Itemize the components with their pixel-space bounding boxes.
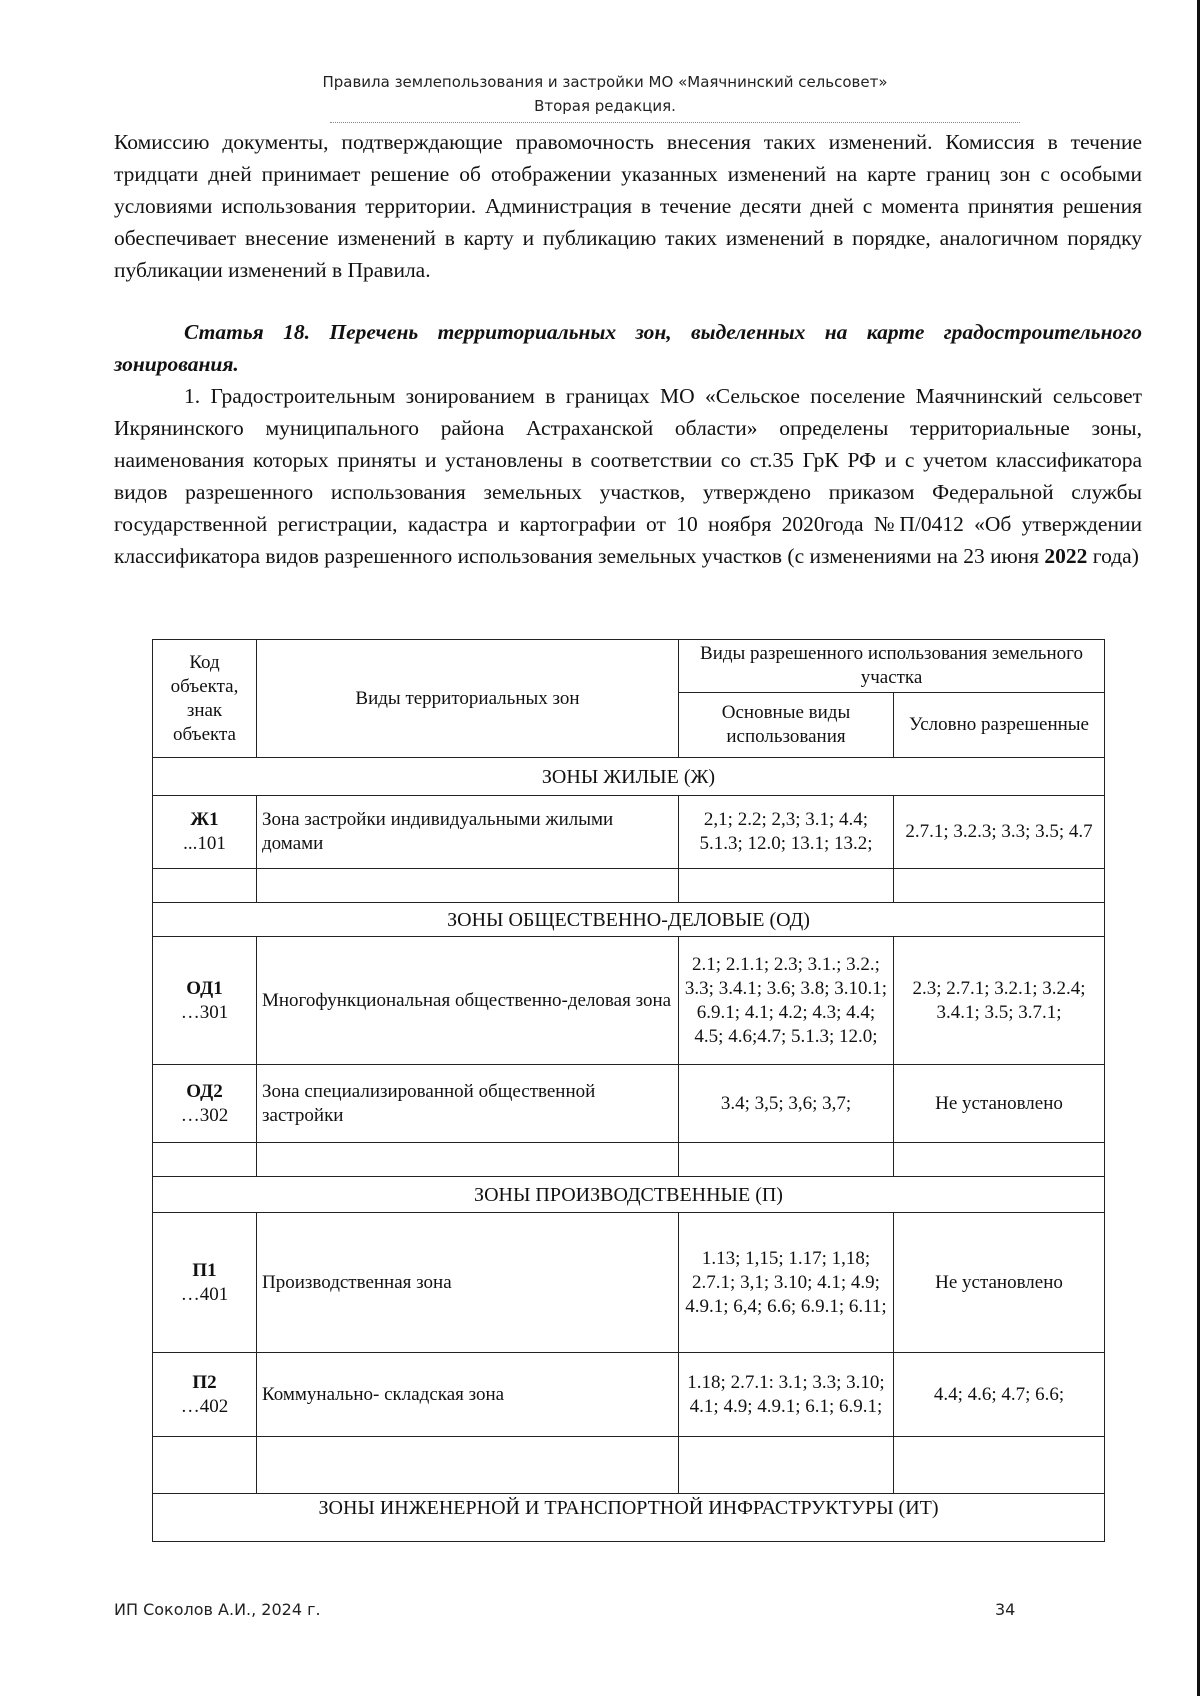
zone-name: Зона застройки индивидуальными жилыми домами <box>257 796 679 869</box>
section-title: ЗОНЫ ОБЩЕСТВЕННО-ДЕЛОВЫЕ (ОД) <box>153 903 1105 937</box>
table-row <box>153 1213 1105 1353</box>
zone-code-cell <box>153 1213 257 1353</box>
header-edition: Вторая редакция. <box>534 97 676 115</box>
zone-sign: …302 <box>180 1104 229 1126</box>
zone-code-cell <box>153 1065 257 1143</box>
section-row-industrial <box>153 1177 1105 1213</box>
conditional-uses: 2.3; 2.7.1; 3.2.1; 3.2.4; 3.4.1; 3.5; 3.7.1; <box>894 937 1105 1065</box>
section-title: ЗОНЫ ИНЖЕНЕРНОЙ И ТРАНСПОРТНОЙ ИНФРАСТРУКТУРЫ (ИТ) <box>153 1494 1105 1542</box>
header-conditional-uses: Условно разрешенные <box>894 693 1105 758</box>
conditional-uses: Не установлено <box>894 1065 1105 1143</box>
zone-code: Ж1 <box>190 809 219 830</box>
main-uses: 1.18; 2.7.1: 3.1; 3.3; 3.10; 4.1; 4.9; 4.9.1; 6.1; 6.9.1; <box>679 1353 894 1437</box>
header-permitted-uses: Виды разрешенного использования земельного участка <box>679 640 1105 693</box>
zone-code: П1 <box>192 1259 217 1281</box>
zone-code-cell <box>153 796 257 869</box>
table-row <box>153 1353 1105 1437</box>
zone-name: Зона специализированной общественной застройки <box>257 1065 679 1143</box>
header-divider <box>330 122 1020 123</box>
conditional-uses: Не установлено <box>894 1213 1105 1353</box>
zone-code-cell <box>153 1353 257 1437</box>
zone-name: Многофункциональная общественно-деловая зона <box>257 937 679 1065</box>
zone-name: Производственная зона <box>257 1213 679 1353</box>
conditional-uses: 4.4; 4.6; 4.7; 6.6; <box>894 1353 1105 1437</box>
zone-sign: …401 <box>180 1283 229 1305</box>
paragraph-year: 2022 <box>1044 544 1088 568</box>
empty-row <box>153 1437 1105 1494</box>
zones-table <box>152 639 1105 1542</box>
paragraph-text: 1. Градостроительным зонированием в границах МО «Сельское поселение Маячнинский сельсовет Икрянинского муниципального района Астраханской области» определены территориальные зоны, наименования которых приняты и установлены в соответствии со ст.35 ГрК РФ и с учетом классификатора видов разрешенного использования земельных участков, утверждено приказом Федеральной службы государственной регистрации, кадастра и картографии от 10 ноября 2020года №П/0412 «Об утверждении классификатора видов разрешенного использования земельных участков (с изменениями на 23 июня <box>114 384 1142 568</box>
section-title: ЗОНЫ ЖИЛЫЕ (Ж) <box>153 758 1105 796</box>
header-title: Правила землепользования и застройки МО «Маячнинский сельсовет» <box>322 73 888 91</box>
header-code: Код объекта, знак объекта <box>153 640 257 758</box>
section-row-residential <box>153 758 1105 796</box>
table-row <box>153 1065 1105 1143</box>
zone-sign: ...101 <box>183 833 226 854</box>
zone-code: ОД2 <box>186 1080 223 1102</box>
paragraph-end: года) <box>1087 544 1139 568</box>
footer-author: ИП Соколов А.И., 2024 г. <box>114 1600 321 1619</box>
zone-code: П2 <box>192 1371 217 1393</box>
main-uses: 3.4; 3,5; 3,6; 3,7; <box>679 1065 894 1143</box>
table-row <box>153 796 1105 869</box>
section-title: ЗОНЫ ПРОИЗВОДСТВЕННЫЕ (П) <box>153 1177 1105 1213</box>
article-title: Статья 18. Перечень территориальных зон, выделенных на карте градостроительного зонирования. <box>114 320 1142 376</box>
page-number: 34 <box>995 1600 1016 1619</box>
main-uses: 2,1; 2.2; 2,3; 3.1; 4.4; 5.1.3; 12.0; 13.1; 13.2; <box>679 796 894 869</box>
section-row-public <box>153 903 1105 937</box>
empty-row <box>153 869 1105 903</box>
article-paragraph-1 <box>114 380 1142 572</box>
zone-sign: …402 <box>180 1395 229 1417</box>
main-uses: 1.13; 1,15; 1.17; 1,18; 2.7.1; 3,1; 3.10; 4.1; 4.9; 4.9.1; 6,4; 6.6; 6.9.1; 6.11; <box>679 1213 894 1353</box>
zone-code: ОД1 <box>186 977 223 999</box>
section-row-infrastructure <box>153 1494 1105 1542</box>
table-header-row <box>153 640 1105 693</box>
zone-name: Коммунально- складская зона <box>257 1353 679 1437</box>
intro-paragraph: Комиссию документы, подтверждающие правомочность внесения таких изменений. Комиссия в течение тридцати дней принимает решение об отображении указанных изменений на карте границ зон с особыми условиями использования территории. Администрация в течение десяти дней с момента принятия решения обеспечивает внесение изменений в карту и публикацию таких изменений в порядке, аналогичном порядку публикации изменений в Правила. <box>114 130 1142 282</box>
running-header <box>0 70 1200 118</box>
header-zone-type: Виды территориальных зон <box>257 640 679 758</box>
conditional-uses: 2.7.1; 3.2.3; 3.3; 3.5; 4.7 <box>894 796 1105 869</box>
main-uses: 2.1; 2.1.1; 2.3; 3.1.; 3.2.; 3.3; 3.4.1; 3.6; 3.8; 3.10.1; 6.9.1; 4.1; 4.2; 4.3; 4.4; 4.5; 4.6;4.7; 5.1.3; 12.0; <box>679 937 894 1065</box>
zone-code-cell <box>153 937 257 1065</box>
empty-row <box>153 1143 1105 1177</box>
header-main-uses: Основные виды использования <box>679 693 894 758</box>
table-row <box>153 937 1105 1065</box>
zone-sign: …301 <box>180 1001 229 1023</box>
